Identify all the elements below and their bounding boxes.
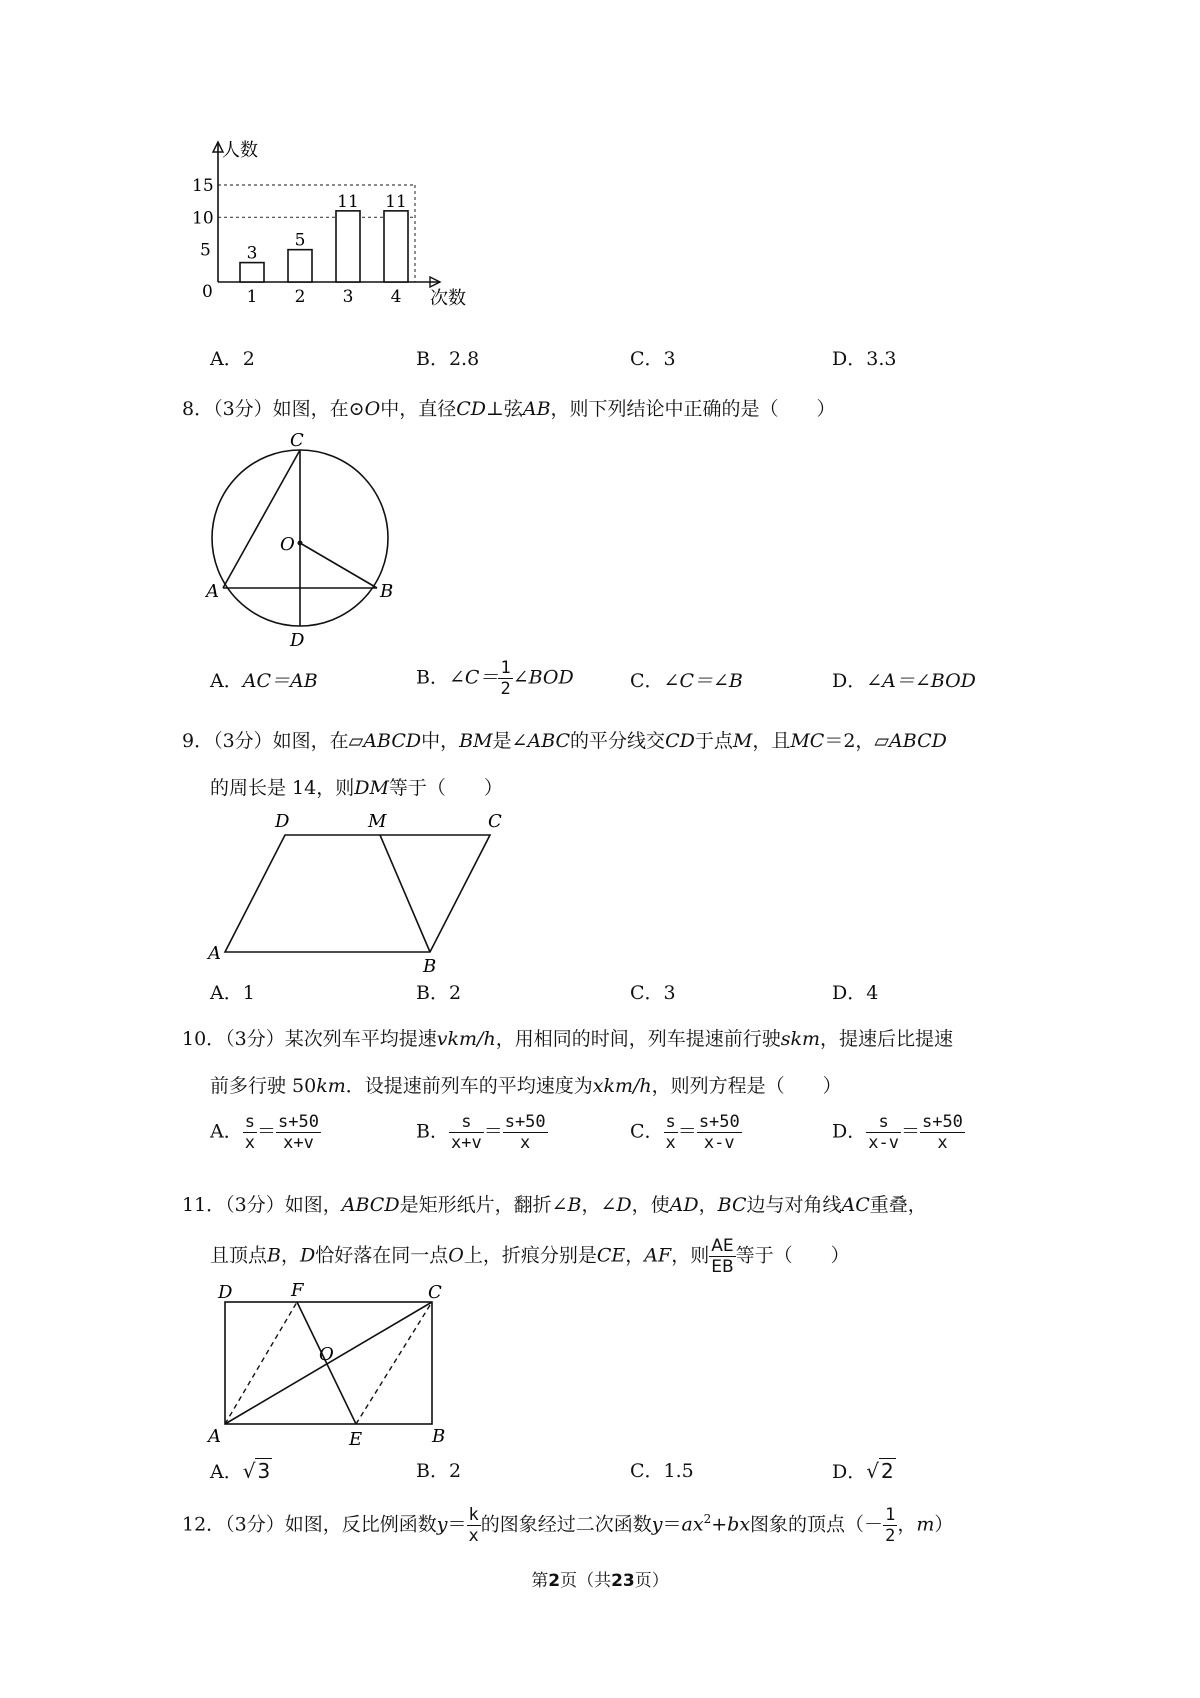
q10-option-b[interactable]: B． $\frac{s}{x+v}$ ＝ $\frac{s+50}{x}$ xyxy=(416,1112,546,1153)
label-m: M xyxy=(368,811,387,832)
q12-stem: 12．（3分）如图，反比例函数y＝ $\frac{k}{x}$ 的图象经过二次函数$y=ax^2+bx$图象的顶点（－ $\frac{1}{2}$ ，m） xyxy=(182,1505,954,1546)
fraction: $\frac{k}{x}$ xyxy=(468,1505,479,1546)
y-tick-label: 10 xyxy=(192,208,214,229)
q8-option-c[interactable]: C．∠C＝∠B xyxy=(630,670,743,692)
fraction: $\frac{AE}{EB}$ xyxy=(711,1236,734,1277)
y-tick-label: 5 xyxy=(200,240,211,261)
q7-option-d[interactable]: D．3.3 xyxy=(832,348,897,370)
data-label: 5 xyxy=(294,230,306,251)
label-o: O xyxy=(280,534,295,555)
q11-stem-line1: 11．（3分）如图，ABCD是矩形纸片，翻折∠B，∠D，使AD，BC边与对角线AC重叠， xyxy=(182,1194,927,1216)
q11-option-d[interactable]: D．√ 2 xyxy=(832,1459,894,1483)
sqrt-icon: √ 3 xyxy=(242,1459,271,1483)
label-a: A xyxy=(206,581,219,602)
q7-option-b[interactable]: B．2.8 xyxy=(416,348,480,370)
fraction: $\frac{1}{2}$ xyxy=(885,1505,896,1546)
label-b: B xyxy=(432,1426,446,1447)
y-axis-label: 人数 xyxy=(222,140,258,161)
fraction: $\frac{1}{2}$ xyxy=(500,658,511,699)
bar-chart xyxy=(180,130,480,310)
bar xyxy=(240,263,264,282)
q7-option-c[interactable]: C．3 xyxy=(630,348,676,370)
label-d: D xyxy=(218,1282,233,1303)
x-tick-label: 4 xyxy=(390,287,402,307)
parallelogram-figure xyxy=(205,805,505,975)
q8-option-b[interactable]: B．∠C＝ $\frac{1}{2}$ ∠BOD xyxy=(416,658,574,699)
label-e: E xyxy=(349,1429,363,1447)
q9-option-a[interactable]: A．1 xyxy=(210,982,255,1004)
label-d: D xyxy=(275,811,290,832)
q9-option-b[interactable]: B．2 xyxy=(416,982,462,1004)
label-d: D xyxy=(290,630,305,650)
q10-option-a[interactable]: A． $\frac{s}{x}$ ＝ $\frac{s+50}{x+v}$ xyxy=(210,1112,319,1153)
q11-stem-line2: 且顶点B，D恰好落在同一点O上，折痕分别是CE，AF，则 $\frac{AE}{EB}$ 等于（ ） xyxy=(210,1236,850,1277)
q10-option-d[interactable]: D． $\frac{s}{x-v}$ ＝ $\frac{s+50}{x}$ xyxy=(832,1112,963,1153)
q9-stem-line2: 的周长是 14，则DM等于（ ） xyxy=(210,777,503,799)
y-tick-label: 0 xyxy=(202,282,213,302)
label-a: A xyxy=(208,943,221,964)
q8-option-d[interactable]: D．∠A＝∠BOD xyxy=(832,670,976,692)
q11-option-b[interactable]: B．2 xyxy=(416,1460,462,1482)
q9-option-d[interactable]: D．4 xyxy=(832,982,879,1004)
q8-option-a[interactable]: A．AC＝AB xyxy=(210,670,318,692)
q10-option-c[interactable]: C． $\frac{s}{x}$ ＝ $\frac{s+50}{x-v}$ xyxy=(630,1112,740,1153)
q9-stem-line1: 9．（3分）如图，在▱ABCD中，BM是∠ABC的平分线交CD于点M，且MC＝2，▱ABCD xyxy=(182,730,947,752)
q10-stem-line1: 10．（3分）某次列车平均提速vkm/h，用相同的时间，列车提速前行驶skm，提速后比提速 xyxy=(182,1028,953,1050)
y-tick-label: 15 xyxy=(192,176,214,196)
label-c: C xyxy=(488,811,502,832)
q8-stem: 8．（3分）如图，在⊙O中，直径CD⊥弦AB，则下列结论中正确的是（ ） xyxy=(182,398,836,420)
q9-option-c[interactable]: C．3 xyxy=(630,982,676,1004)
page-footer: 第2页（共23页） xyxy=(531,1571,669,1591)
bar xyxy=(288,250,312,282)
q11-option-c[interactable]: C．1.5 xyxy=(630,1460,694,1482)
label-b: B xyxy=(380,581,394,602)
q11-option-a[interactable]: A．√ 3 xyxy=(210,1459,271,1483)
label-a: A xyxy=(208,1426,221,1447)
rectangle-figure xyxy=(205,1282,455,1447)
label-o: O xyxy=(319,1344,334,1365)
data-label: 3 xyxy=(246,243,258,264)
label-b: B xyxy=(423,956,437,975)
bar xyxy=(336,211,360,282)
label-f: F xyxy=(291,1282,304,1301)
data-label: 11 xyxy=(337,191,359,212)
x-axis-label: 次数 xyxy=(430,288,466,309)
label-c: C xyxy=(290,430,304,451)
x-tick-label: 1 xyxy=(246,287,258,307)
q7-option-a[interactable]: A．2 xyxy=(210,348,255,370)
circle-figure xyxy=(205,428,405,650)
x-tick-label: 3 xyxy=(342,287,354,307)
x-tick-label: 2 xyxy=(294,287,306,307)
sqrt-icon: √ 2 xyxy=(866,1459,894,1483)
bar xyxy=(384,211,408,282)
q10-stem-line2: 前多行驶 50km．设提速前列车的平均速度为xkm/h，则列方程是（ ） xyxy=(210,1075,842,1097)
data-label: 11 xyxy=(385,191,407,212)
label-c: C xyxy=(428,1282,442,1303)
